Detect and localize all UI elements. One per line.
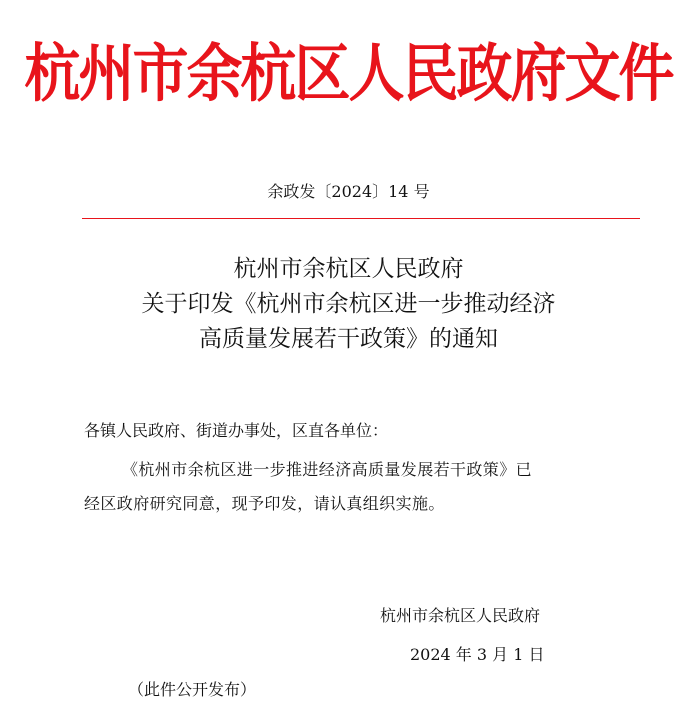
signature-issuer: 杭州市余杭区人民政府	[380, 606, 541, 625]
notice-title-line-2: 关于印发《杭州市余杭区进一步推动经济	[141, 291, 556, 317]
notice-title	[0, 252, 697, 357]
document-header-title: 杭州市余杭区人民政府文件	[24, 37, 673, 111]
body-paragraph-line-2: 经区政府研究同意，现予印发，请认真组织实施。	[84, 494, 445, 513]
notice-title-line-1: 杭州市余杭区人民政府	[233, 256, 464, 282]
red-divider-line	[82, 218, 640, 219]
document-number: 余政发〔2024〕14 号	[267, 182, 430, 201]
body-paragraph-line-1: 《杭州市余杭区进一步推进经济高质量发展若干政策》已	[122, 460, 533, 479]
salutation: 各镇人民政府、街道办事处，区直各单位：	[84, 421, 389, 440]
signature-date: 2024 年 3 月 1 日	[410, 645, 545, 664]
publication-note: （此件公开发布）	[128, 680, 257, 699]
notice-title-line-3: 高质量发展若干政策》的通知	[199, 326, 498, 352]
body-paragraph	[84, 453, 644, 521]
